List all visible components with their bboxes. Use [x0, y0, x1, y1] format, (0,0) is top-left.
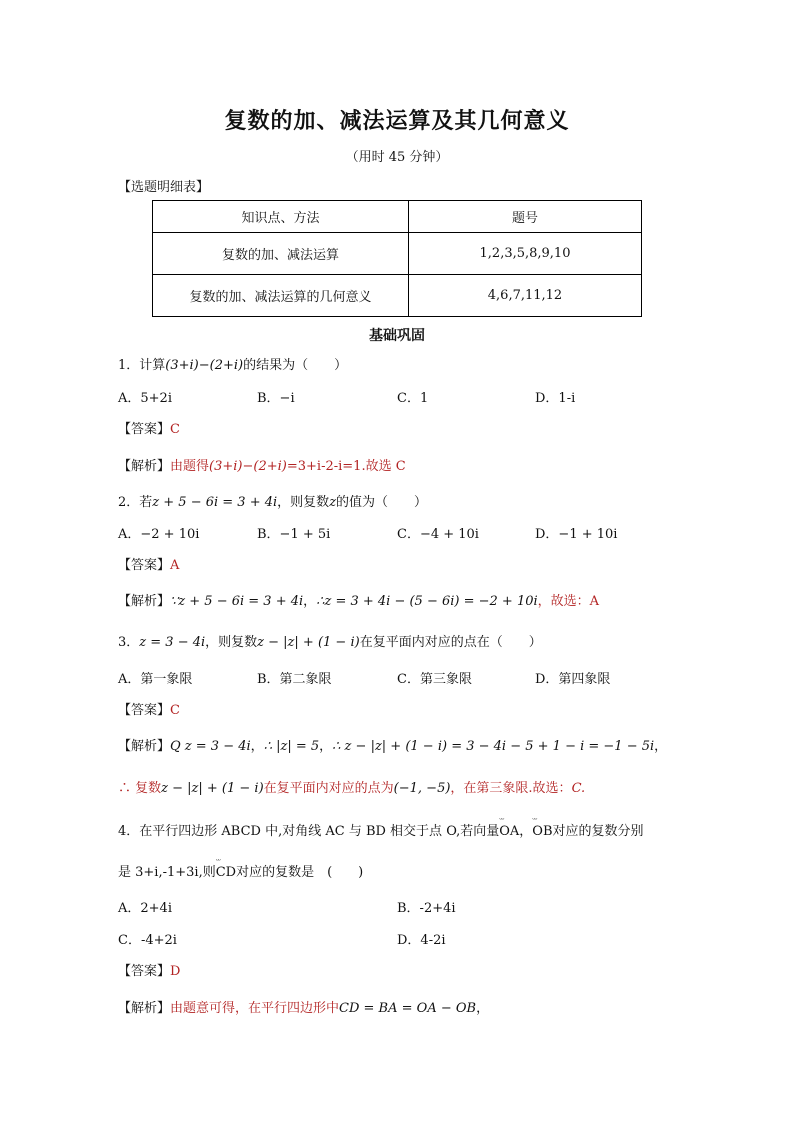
table-cell-topic: 复数的加、减法运算的几何意义 [153, 275, 409, 317]
q2-stem-suffix: 的值为（ ） [336, 495, 428, 510]
q1-option-a: A．5+2i [118, 391, 172, 406]
q4-option-d: D．4-2i [397, 933, 446, 948]
analysis-tag: 【解析】 [118, 739, 171, 754]
q1-option-d: D．1-i [535, 391, 576, 406]
question-2-stem [118, 491, 427, 510]
q2-option-c: C．−4 + 10i [397, 527, 479, 542]
q3-option-c: C．第三象限 [397, 672, 472, 687]
q4-option-b: B．-2+4i [397, 901, 456, 916]
table-cell-numbers: 1,2,3,5,8,9,10 [409, 233, 642, 275]
question-1-stem [118, 354, 347, 373]
document-title: 复数的加、减法运算及其几何意义 [224, 108, 570, 134]
answer-tag: 【答案】 [118, 558, 171, 573]
q4-option-a: A．2+4i [118, 901, 172, 916]
analysis-text: 由题得 [170, 459, 210, 474]
analysis-text: C. [571, 781, 586, 796]
answer-tag: 【答案】 [118, 422, 171, 437]
q2-stem-var: z [329, 495, 337, 510]
analysis-math: (3+i)−(2+i) [209, 459, 287, 474]
q2-option-d: D．−1 + 10i [535, 527, 618, 542]
q1-option-b: B．−i [257, 391, 295, 406]
question-4-stem-line2 [118, 861, 363, 880]
table-header-cell: 知识点、方法 [153, 201, 409, 233]
analysis-text: ，故选：A [537, 594, 600, 609]
analysis-math: z − |z| + (1 − i) [161, 781, 264, 796]
analysis-sep: ， [250, 739, 264, 754]
answer-value: C [170, 422, 180, 437]
q4-stem-text: 是 3+i,-1+3i,则 [118, 865, 216, 880]
q2-option-a: A．−2 + 10i [118, 527, 200, 542]
q1-option-c: C．1 [397, 391, 429, 406]
q4-analysis [118, 997, 489, 1016]
q3-analysis-line2 [118, 777, 585, 796]
analysis-text: ，在第三象限.故选： [450, 781, 572, 796]
q3-option-a: A．第一象限 [118, 672, 193, 687]
q4-option-c: C．-4+2i [118, 933, 177, 948]
vector-ob: ᵕᵕ OB [532, 824, 552, 839]
q2-option-b: B．−1 + 5i [257, 527, 331, 542]
analysis-tag: 【解析】 [118, 459, 171, 474]
table-row [153, 233, 642, 275]
table-header-cell: 题号 [409, 201, 642, 233]
analysis-sep: ， [654, 739, 668, 754]
q3-option-b: B．第二象限 [257, 672, 332, 687]
q3-stem-prefix: 3． [118, 635, 140, 650]
section-heading: 基础巩固 [369, 328, 425, 344]
table-cell-topic: 复数的加、减法运算 [153, 233, 409, 275]
q2-answer [118, 554, 179, 573]
analysis-math: ∵z + 5 − 6i = 3 + 4i [170, 594, 304, 609]
analysis-end: ， [476, 1001, 490, 1016]
q3-answer [118, 699, 180, 718]
q4-stem-sep: ， [519, 824, 533, 839]
analysis-math: ∴ |z| = 5 [263, 739, 320, 754]
q2-analysis [118, 590, 599, 609]
q3-analysis [118, 735, 667, 754]
answer-tag: 【答案】 [118, 964, 171, 979]
analysis-math: ∴ z − |z| + (1 − i) = 3 − 4i − 5 + 1 − i = −1 − 5i [332, 739, 655, 754]
question-3-stem [118, 631, 542, 650]
q1-stem-prefix: 1．计算 [118, 358, 166, 373]
q1-answer [118, 418, 180, 437]
analysis-tag: 【解析】 [118, 594, 171, 609]
q1-stem-math: (3+i)−(2+i) [165, 358, 244, 373]
answer-value: D [170, 964, 181, 979]
analysis-sep: ， [319, 739, 333, 754]
analysis-math: Q z = 3 − 4i [170, 739, 251, 754]
analysis-tag: 【解析】 [118, 1001, 171, 1016]
q3-stem-middle: ，则复数 [205, 635, 258, 650]
table-row [153, 275, 642, 317]
q3-option-d: D．第四象限 [535, 672, 611, 687]
q4-stem-text: 对应的复数是 ( ) [236, 865, 364, 880]
answer-value: A [170, 558, 180, 573]
vector-oa: ᵕᵕ OA [499, 824, 519, 839]
analysis-text: =3+i-2-i=1.故选 C [286, 459, 406, 474]
q1-analysis [118, 455, 406, 474]
analysis-math: CD = BA = OA − OB [339, 1001, 477, 1016]
q4-stem-text: 4．在平行四边形 ABCD 中,对角线 AC 与 BD 相交于点 O,若向量 [118, 824, 500, 839]
analysis-math: ∴z = 3 + 4i − (5 − 6i) = −2 + 10i [316, 594, 538, 609]
table-label: 【选题明细表】 [118, 180, 210, 195]
q2-stem-math: z + 5 − 6i = 3 + 4i [152, 495, 278, 510]
q3-stem-suffix: 在复平面内对应的点在（ ） [359, 635, 542, 650]
analysis-sep: ， [303, 594, 317, 609]
analysis-text: 由题意可得，在平行四边形中 [170, 1001, 340, 1016]
q4-answer [118, 960, 180, 979]
q3-stem-math: z − |z| + (1 − i) [257, 635, 360, 650]
analysis-text: ∴ 复数 [118, 781, 162, 796]
q2-stem-prefix: 2．若 [118, 495, 153, 510]
vector-cd: ᵕᵕ CD [216, 865, 236, 880]
answer-tag: 【答案】 [118, 703, 171, 718]
time-limit: （用时 45 分钟） [345, 150, 449, 165]
table-header-row [153, 201, 642, 233]
topic-table [152, 200, 642, 317]
table-cell-numbers: 4,6,7,11,12 [409, 275, 642, 317]
analysis-text: 在复平面内对应的点为 [263, 781, 394, 796]
question-4-stem-line1 [118, 820, 644, 839]
q1-stem-suffix: 的结果为（ ） [243, 358, 348, 373]
q2-stem-middle: ，则复数 [277, 495, 330, 510]
answer-value: C [170, 703, 180, 718]
q4-stem-text: 对应的复数分别 [552, 824, 644, 839]
analysis-math: (−1, −5) [393, 781, 451, 796]
q3-stem-math: z = 3 − 4i [139, 635, 206, 650]
